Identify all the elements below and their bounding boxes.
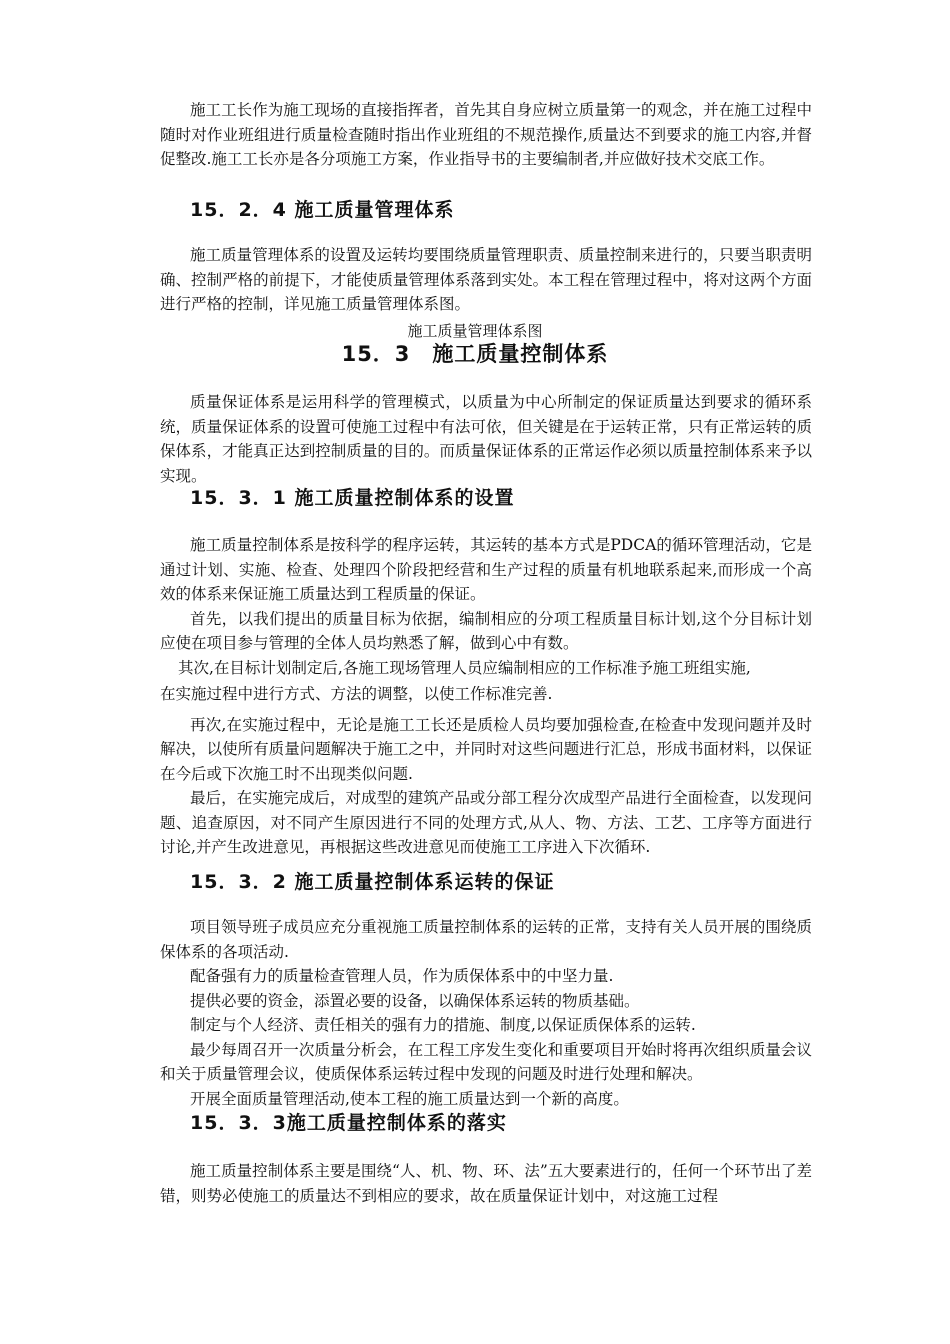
heading-15-3: 15．3 施工质量控制体系 (341, 342, 609, 366)
paragraph-leadership: 项目领导班子成员应充分重视施工质量控制体系的运转的正常，支持有关人员开展的围绕质保体系的各项活动. (160, 918, 812, 961)
paragraph-quality-management-system (160, 243, 812, 317)
heading-15-3-2: 15．3．2 施工质量控制体系运转的保证 (190, 871, 555, 893)
paragraph-text: 施工质量管理体系的设置及运转均要围绕质量管理职责、质量控制来进行的，只要当职责明确、控制严格的前提下，才能使质量管理体系落到实处。本工程在管理过程中，将对这两个方面进行严格的控制，详见施工质量管理体系图。 (160, 246, 812, 313)
paragraph-weekly-meeting: 最少每周召开一次质量分析会，在工程工序发生变化和重要项目开始时将再次组织质量会议和关于质量管理会议，使质保体系运转过程中发现的问题及时进行处理和解决。 (160, 1040, 812, 1083)
paragraph-text: 施工工长作为施工现场的直接指挥者，首先其自身应树立质量第一的观念，并在施工过程中随时对作业班组进行质量检查随时指出作业班组的不规范操作,质量达不到要求的施工内容,并督促整改.施工工长亦是各分项施工方案，作业指导书的主要编制者,并应做好技术交底工作。 (160, 101, 812, 168)
paragraph-finally: 最后，在实施完成后，对成型的建筑产品或分部工程分次成型产品进行全面检查，以发现问题、追查原因，对不同产生原因进行不同的处理方式,从人、物、方法、工艺、工序等方面进行讨论,并产生改进意见，再根据这些改进意见而使施工工序进入下次循环. (160, 789, 812, 856)
paragraph-quality-assurance-system (160, 390, 812, 488)
paragraph-funding: 提供必要的资金，添置必要的设备，以确保体系运转的物质基础。 (190, 991, 640, 1010)
section-15-3-2-body (160, 915, 812, 1111)
figure-caption: 施工质量管理体系图 (407, 322, 543, 340)
paragraph-second-line1: 其次,在目标计划制定后,各施工现场管理人员应编制相应的工作标准予施工班组实施, (178, 658, 751, 677)
section-15-3-1-body (160, 533, 812, 860)
paragraph-tqm: 开展全面质量管理活动,使本工程的施工质量达到一个新的高度。 (190, 1089, 629, 1108)
paragraph-text: 质量保证体系是运用科学的管理模式，以质量为中心所制定的保证质量达到要求的循环系统，质量保证体系的设置可使施工过程中有法可依，但关键是在于运转正常，只有正常运转的质保体系，才能真正达到控制质量的目的。而质量保证体系的正常运作必须以质量控制体系来予以实现。 (160, 393, 812, 485)
paragraph-measures: 制定与个人经济、责任相关的强有力的措施、制度,以保证质保体系的运转. (190, 1016, 696, 1034)
paragraph-first: 首先，以我们提出的质量目标为依据，编制相应的分项工程质量目标计划,这个分目标计划应使在项目参与管理的全体人员均熟悉了解，做到心中有数。 (160, 609, 812, 652)
paragraph-text: 施工质量控制体系主要是围绕“人、机、物、环、法”五大要素进行的，任何一个环节出了差错，则势必使施工的质量达不到相应的要求，故在质量保证计划中，对这施工过程 (160, 1162, 812, 1205)
paragraph-staffing: 配备强有力的质量检查管理人员，作为质保体系中的中坚力量. (190, 967, 614, 985)
heading-15-2-4: 15．2．4 施工质量管理体系 (190, 199, 455, 221)
paragraph-foreman-role (160, 98, 812, 172)
paragraph-second-line2: 在实施过程中进行方式、方法的调整，以使工作标准完善. (160, 685, 553, 703)
heading-15-3-3: 15．3．3施工质量控制体系的落实 (190, 1112, 507, 1134)
paragraph-pdca: 施工质量控制体系是按科学的程序运转，其运转的基本方式是PDCA的循环管理活动，它是通过计划、实施、检查、处理四个阶段把经营和生产过程的质量有机地联系起来,而形成一个高效的体系来保证施工质量达到工程质量的保证。 (160, 536, 812, 603)
paragraph-five-factors (160, 1159, 812, 1208)
paragraph-third: 再次,在实施过程中，无论是施工工长还是质检人员均要加强检查,在检查中发现问题并及时解决，以使所有质量问题解决于施工之中，并同时对这些问题进行汇总，形成书面材料，以保证在今后或下次施工时不出现类似问题. (160, 715, 812, 783)
heading-15-3-1: 15．3．1 施工质量控制体系的设置 (190, 487, 515, 509)
